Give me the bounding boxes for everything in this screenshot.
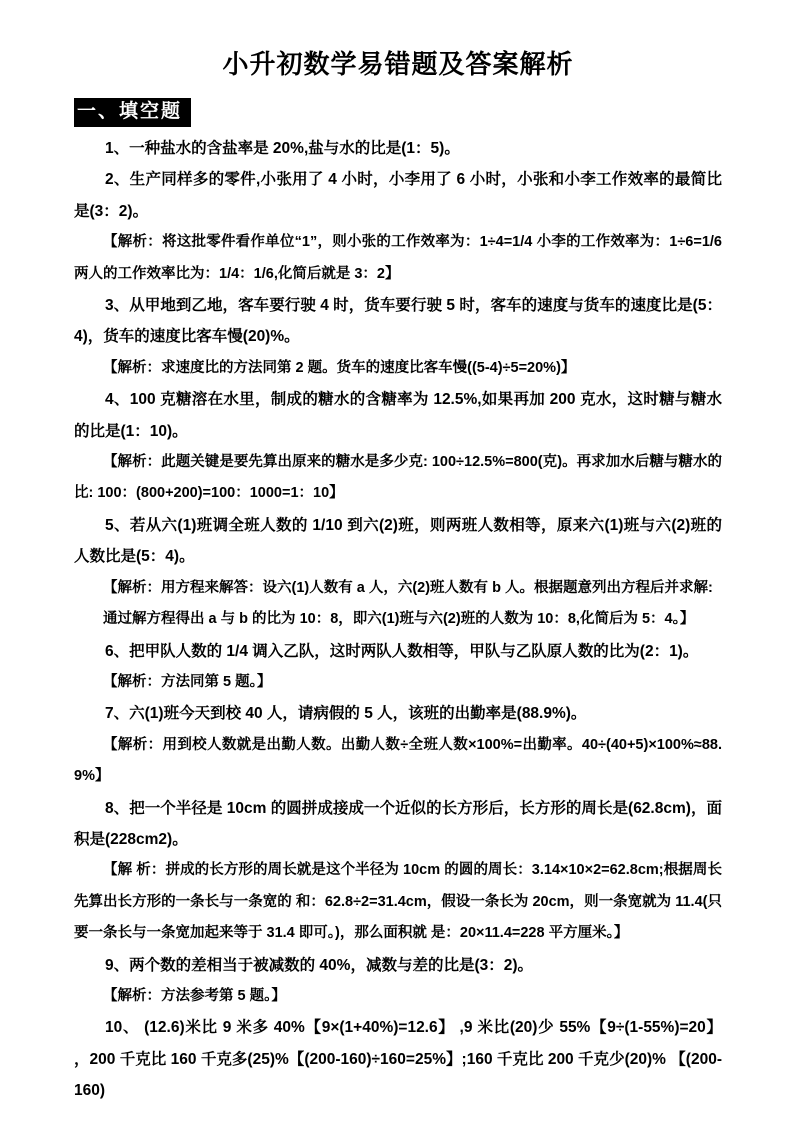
section-heading-fill-in-blanks: 一、填空题 xyxy=(74,98,191,127)
document-title: 小升初数学易错题及答案解析 xyxy=(222,49,574,79)
question-paragraph: 5、若从六(1)班调全班人数的 1/10 到六(2)班，则两班人数相等，原来六(1)班与六(2)班的人数比是(5：4)。 xyxy=(74,516,722,566)
analysis-paragraph: 【解析：此题关键是要先算出原来的糖水是多少克: 100÷12.5%=800(克)。再求加水后糖与糖水的比: 100：(800+200)=100：1000=1：10】 xyxy=(74,454,722,502)
analysis-paragraph: 【解析：用到校人数就是出勤人数。出勤人数÷全班人数×100%=出勤率。40÷(40+5)×100%≈88.9%】 xyxy=(74,736,722,785)
question-paragraph: 3、从甲地到乙地，客车要行驶 4 时，货车要行驶 5 时，客车的速度与货车的速度比是(5：4)，货车的速度比客车慢(20)%。 xyxy=(74,297,722,346)
question-paragraph: 1、一种盐水的含盐率是 20%,盐与水的比是(1：5)。 xyxy=(105,140,460,157)
question-paragraph: 9、两个数的差相当于被减数的 40%，减数与差的比是(3：2)。 xyxy=(105,956,534,974)
analysis-paragraph: 通过解方程得出 a 与 b 的比为 10：8，即六(1)班与六(2)班的人数为 10：8,化简后为 5：4。】 xyxy=(103,611,695,628)
question-paragraph: 6、把甲队人数的 1/4 调入乙队，这时两队人数相等，甲队与乙队原人数的比为(2：1)。 xyxy=(105,642,699,660)
analysis-paragraph: 【解析：方法参考第 5 题。】 xyxy=(103,987,286,1004)
question-paragraph: 8、把一个半径是 10cm 的圆拼成接成一个近似的长方形后，长方形的周长是(62.8cm)，面积是(228cm2)。 xyxy=(74,799,722,848)
analysis-paragraph: 【解 析：拼成的长方形的周长就是这个半径为 10cm 的圆的周长：3.14×10×2=62.8cm;根据周长先算出长方形的一条长与一条宽的 和：62.8÷2=31.4cm，假设一条长为 20cm，则一条宽就为 11.4(只要一条长与一条宽加起来等于 31.4 即可。)，那么面积就 是：20×11.4=228 平方厘米。】 xyxy=(74,862,722,942)
document-body xyxy=(74,133,722,1107)
analysis-paragraph: 【解析：求速度比的方法同第 2 题。货车的速度比客车慢((5-4)÷5=20%)】 xyxy=(103,359,576,376)
question-paragraph: 2、生产同样多的零件,小张用了 4 小时，小李用了 6 小时，小张和小李工作效率的最简比是(3：2)。 xyxy=(74,171,722,220)
question-paragraph: 10、 (12.6)米比 9 米多 40%【9×(1+40%)=12.6】 ,9 米比(20)少 55%【9÷(1-55%)=20】 ，200 千克比 160 千克多(25)%【(200-160)÷160=25%】;160 千克比 200 千克少(20)% 【(200-160) xyxy=(74,1019,722,1100)
question-paragraph: 7、六(1)班今天到校 40 人，请病假的 5 人，该班的出勤率是(88.9%)。 xyxy=(105,705,587,723)
analysis-paragraph: 【解析：方法同第 5 题。】 xyxy=(103,673,272,690)
analysis-paragraph: 【解析：将这批零件看作单位“1”，则小张的工作效率为：1÷4=1/4 小李的工作效率为：1÷6=1/6 两人的工作效率比为：1/4：1/6,化简后就是 3：2】 xyxy=(74,234,722,282)
analysis-paragraph: 【解析：用方程来解答：设六(1)人数有 a 人，六(2)班人数有 b 人。根据题意列出方程后并求解: xyxy=(103,579,713,596)
question-paragraph: 4、100 克糖溶在水里，制成的糖水的含糖率为 12.5%,如果再加 200 克水，这时糖与糖水的比是(1：10)。 xyxy=(74,391,722,440)
